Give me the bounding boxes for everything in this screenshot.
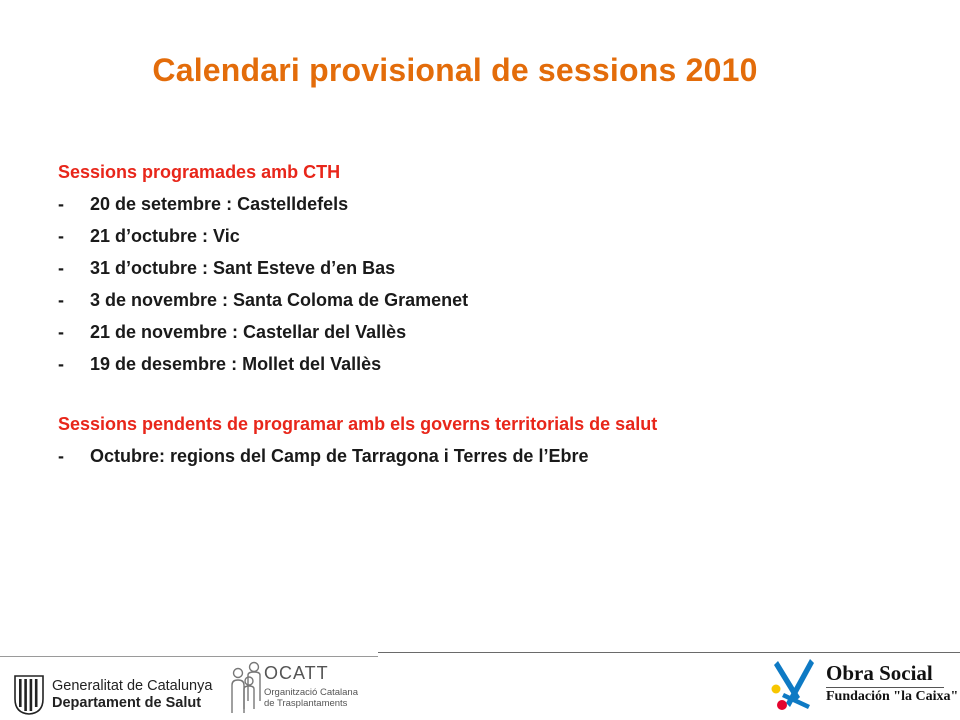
- ocatt-name: OCATT: [264, 663, 329, 683]
- list-item: [58, 316, 918, 348]
- list-item: [58, 348, 918, 380]
- caixa-star-icon: [760, 657, 822, 719]
- senyera-shield-icon: [14, 675, 44, 715]
- list-item: [58, 284, 918, 316]
- obra-social-subtitle: Fundación "la Caixa": [826, 689, 959, 704]
- list-item-text: 21 de novembre : Castellar del Vallès: [90, 322, 407, 342]
- list-dash: -: [58, 446, 64, 466]
- slide-content: [58, 156, 918, 472]
- generalitat-name: Generalitat de Catalunya: [52, 678, 213, 694]
- list-dash: -: [58, 226, 64, 246]
- list-dash: -: [58, 258, 64, 278]
- department-name: Departament de Salut: [52, 695, 202, 711]
- ocatt-logo: [228, 661, 378, 717]
- section-heading-pending: Sessions pendents de programar amb els governs territorials de salut: [58, 414, 658, 434]
- obra-social-rule: [826, 687, 944, 688]
- slide-title: Calendari provisional de sessions 2010: [152, 52, 758, 88]
- footer: [0, 657, 960, 720]
- list-item: [58, 220, 918, 252]
- footer-divider-right: [378, 652, 960, 653]
- ocatt-subtitle: [264, 687, 358, 709]
- list-item-text: 31 d’octubre : Sant Esteve d’en Bas: [90, 258, 396, 278]
- generalitat-text: [52, 678, 212, 712]
- ocatt-subtitle-line1: Organització Catalana: [264, 687, 358, 698]
- list-item-text: 3 de novembre : Santa Coloma de Gramenet: [90, 290, 469, 310]
- list-dash: -: [58, 194, 64, 214]
- obra-social-title: Obra Social: [826, 661, 933, 685]
- section-heading-scheduled: Sessions programades amb CTH: [58, 162, 341, 182]
- list-item-text: Octubre: regions del Camp de Tarragona i Terres de l’Ebre: [90, 446, 589, 466]
- list-item-text: 19 de desembre : Mollet del Vallès: [90, 354, 382, 374]
- list-dash: -: [58, 354, 64, 374]
- list-item-text: 20 de setembre : Castelldefels: [90, 194, 349, 214]
- section-spacer: [58, 380, 918, 408]
- list-dash: -: [58, 290, 64, 310]
- list-item-text: 21 d’octubre : Vic: [90, 226, 240, 246]
- generalitat-logo: [14, 675, 212, 715]
- people-icon: [228, 661, 264, 717]
- list-item: [58, 252, 918, 284]
- list-item: [58, 440, 918, 472]
- obra-social-logo: [760, 657, 960, 719]
- list-item: [58, 188, 918, 220]
- ocatt-subtitle-line2: de Trasplantaments: [264, 698, 348, 709]
- list-dash: -: [58, 322, 64, 342]
